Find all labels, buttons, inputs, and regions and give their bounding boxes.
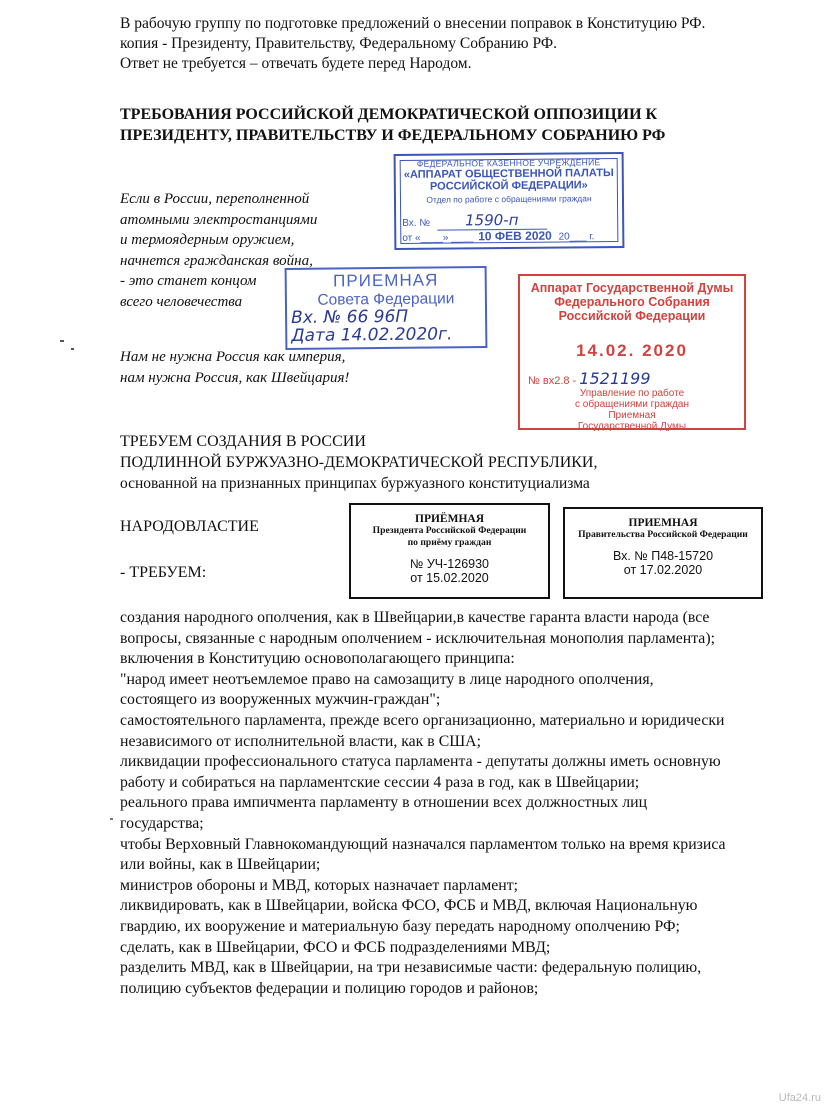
stamp-heading: ПРИЁМНАЯ: [415, 513, 484, 525]
scan-speck: [71, 348, 74, 350]
body-line: вопросы, связанные с народным ополчением - исключительная монополия парламента);: [120, 629, 715, 647]
federation-council-stamp: [285, 266, 488, 350]
stamp-number-handwritten: 1590-п: [465, 210, 519, 230]
demand-line: ПОДЛИННОЙ БУРЖУАЗНО-ДЕМОКРАТИЧЕСКОЙ РЕСПУБЛИКИ,: [120, 454, 598, 471]
stamp-date: от 17.02.2020: [623, 563, 703, 577]
section-heading: НАРОДОВЛАСТИЕ: [120, 518, 259, 535]
stamp-number: № УЧ-126930: [409, 557, 490, 571]
stamp-line: Российской Федерации: [558, 309, 706, 323]
demand-heading: [120, 431, 597, 494]
body-line: министров обороны и МВД, которых назначает парламент;: [120, 876, 519, 894]
body-line: создания народного ополчения, как в Швейцарии,в качестве гаранта власти народа (все: [120, 609, 710, 626]
stamp-date-handwritten: Дата 14.02.2020г.: [291, 324, 453, 346]
document-title: [120, 104, 665, 146]
public-chamber-stamp: [394, 152, 625, 250]
stamp-line: Управление по работе: [579, 388, 685, 399]
stamp-number: Вх. № П48-15720: [612, 549, 714, 563]
scan-speck: [110, 818, 113, 820]
stamp-line: Федерального Собрания: [554, 295, 710, 309]
body-line: разделить МВД, как в Швейцарии, на три независимые части: федеральную полицию,: [120, 959, 702, 977]
epigraph-line: всего человечества: [120, 293, 243, 310]
stamp-line: Приемная: [608, 410, 656, 421]
state-duma-stamp: [518, 274, 746, 430]
stamp-line: по приёму граждан: [407, 537, 492, 548]
body-line: полицию субъектов федерации и полицию городов и районов;: [120, 979, 539, 997]
government-reception-stamp: [563, 507, 763, 599]
scan-speck: [60, 340, 64, 342]
body-line: самостоятельного парламента, прежде всего организационно, материально и юридически: [120, 711, 725, 729]
epigraph-line: Если в России, переполненной: [120, 191, 310, 207]
epigraph-slogan: [120, 347, 349, 388]
body-line: ликвидации профессионального статуса парламента - депутаты должны иметь основную: [120, 753, 721, 771]
intro-line: Ответ не требуется – отвечать будете перед Народом.: [120, 55, 472, 72]
body-line: ликвидировать, как в Швейцарии, войска ФСО, ФСБ и МВД, включая Национальную: [120, 897, 698, 915]
stamp-number-label: № вх2.8 -: [528, 375, 577, 387]
body-line: независимого от исполнительной власти, как в США;: [120, 732, 481, 750]
stamp-number-label: Вх. №: [402, 217, 431, 229]
stamp-line: Аппарат Государственной Думы: [530, 281, 734, 295]
intro-line: копия - Президенту, Правительству, Федеральному Собранию РФ.: [120, 35, 557, 52]
demand-line: основанной на признанных принципах буржуазного конституциализма: [120, 475, 590, 492]
epigraph-line: атомными электростанциями: [120, 211, 318, 228]
intro-line: В рабочую группу по подготовке предложений о внесении поправок в Конституцию РФ.: [120, 15, 706, 32]
stamp-number-row: [520, 369, 744, 388]
stamp-number-handwritten: Вх. № 66 96П: [290, 306, 409, 328]
stamp-date: от 15.02.2020: [410, 571, 489, 585]
stamp-line: с обращениями граждан: [574, 399, 689, 410]
stamp-line: ФЕДЕРАЛЬНОЕ КАЗЕННОЕ УЧРЕЖДЕНИЕ: [416, 157, 601, 169]
demand-label: - ТРЕБУЕМ:: [120, 564, 207, 581]
title-line: ПРЕЗИДЕНТУ, ПРАВИТЕЛЬСТВУ И ФЕДЕРАЛЬНОМУ СОБРАНИЮ РФ: [120, 127, 666, 144]
stamp-line: РОССИЙСКОЙ ФЕДЕРАЦИИ»: [429, 179, 588, 193]
stamp-line: «АППАРАТ ОБЩЕСТВЕННОЙ ПАЛАТЫ: [403, 167, 614, 181]
stamp-date-label: от «____» ____: [402, 232, 474, 244]
body-line: работу и собираться на парламентские сессии 4 раза в год, как в Швейцарии;: [120, 773, 640, 791]
body-line: сделать, как в Швейцарии, ФСО и ФСБ подразделениями МВД;: [120, 938, 551, 956]
stamp-date-row: [402, 228, 594, 244]
stamp-line: Государственной Думы: [577, 421, 687, 432]
slogan-line: нам нужна Россия, как Швейцария!: [120, 369, 350, 386]
stamp-line: ПРИЕМНАЯ: [333, 270, 439, 291]
body-line: включения в Конституцию основополагающего принципа:: [120, 650, 515, 668]
body-line: "народ имеет неотъемлемое право на самозащиту в лице народного ополчения,: [120, 670, 654, 688]
stamp-line: Отдел по работе с обращениями граждан: [426, 193, 592, 205]
stamp-line: Президента Российской Федерации: [372, 525, 527, 536]
stamp-heading: ПРИЕМНАЯ: [628, 517, 698, 529]
stamp-line: Правительства Российской Федерации: [578, 529, 748, 540]
stamp-line: Совета Федерации: [317, 290, 455, 309]
president-reception-stamp: [349, 503, 550, 599]
title-line: ТРЕБОВАНИЯ РОССИЙСКОЙ ДЕМОКРАТИЧЕСКОЙ ОППОЗИЦИИ К: [120, 106, 658, 123]
body-line: состоящего из вооруженных мужчин-граждан";: [120, 691, 441, 709]
stamp-date-value: 10 ФЕВ 2020: [478, 228, 552, 244]
intro-block: [120, 14, 705, 74]
body-line: или войны, как в Швейцарии;: [120, 856, 321, 874]
body-line: государства;: [120, 814, 204, 832]
body-line: гвардию, их вооружение и материальную базу передать народному ополчению РФ;: [120, 917, 680, 935]
stamp-date-suffix: 20___ г.: [558, 231, 595, 243]
watermark: Ufa24.ru: [778, 1092, 821, 1104]
epigraph-line: и термоядерным оружием,: [120, 232, 295, 248]
epigraph-line: - это станет концом: [120, 273, 257, 289]
stamp-date: 14.02. 2020: [576, 341, 688, 360]
epigraph-line: начнется гражданская война,: [120, 252, 313, 269]
stamp-number-handwritten: 1521199: [579, 369, 651, 388]
body-line: чтобы Верховный Главнокомандующий назначался парламентом только на время кризиса: [120, 835, 726, 853]
demand-line: ТРЕБУЕМ СОЗДАНИЯ В РОССИИ: [120, 433, 366, 450]
body-line: реального права импичмента парламенту в отношении всех должностных лиц: [120, 794, 648, 812]
body-text: [120, 608, 726, 999]
slogan-line: Нам не нужна Россия как империя,: [120, 349, 346, 365]
